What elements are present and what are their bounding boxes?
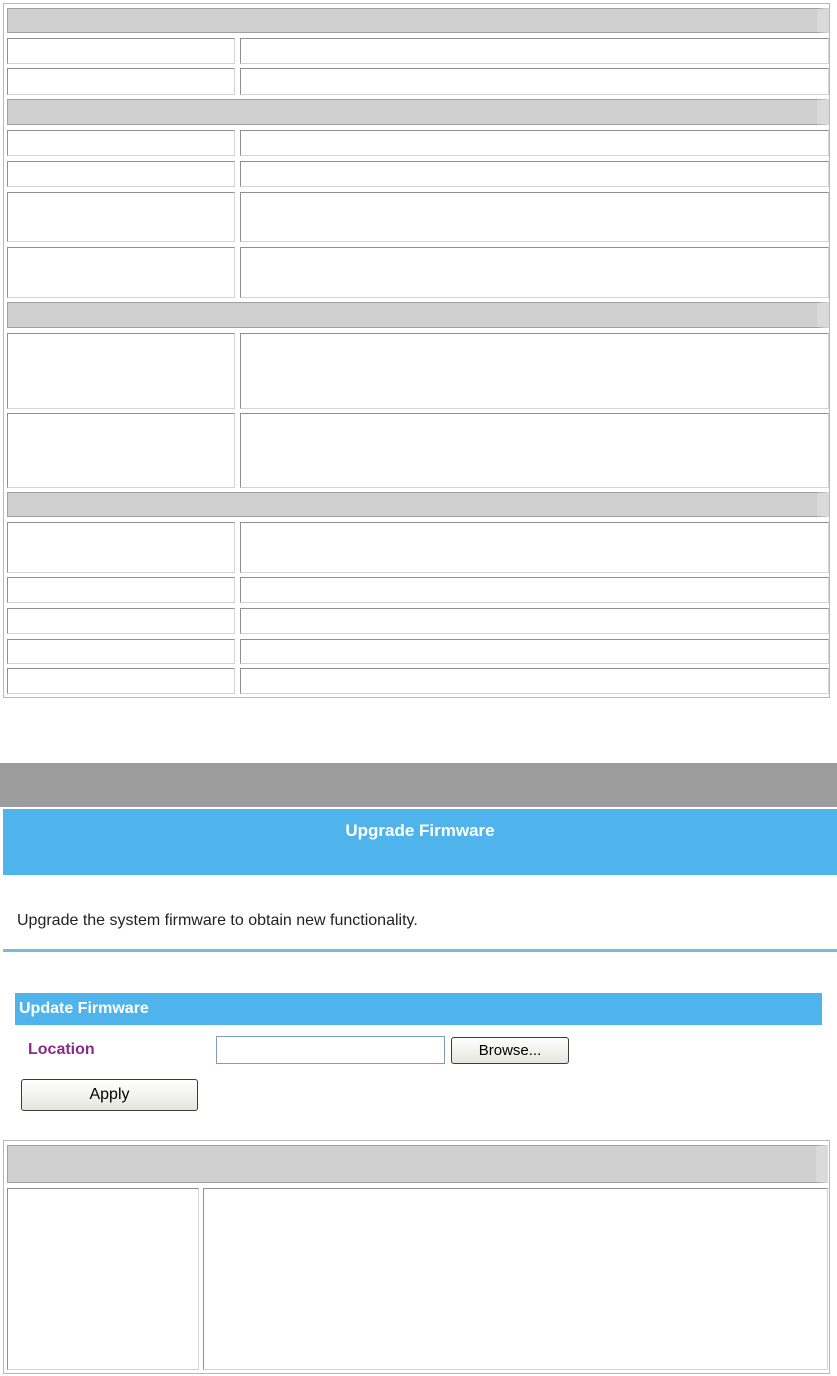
table-row: [7, 130, 829, 156]
table-cell-label: [7, 668, 235, 694]
table-row: [7, 522, 829, 573]
table-section-header: [7, 302, 829, 328]
table-cell-label: [7, 577, 235, 603]
table-row: [7, 608, 829, 634]
table-row: [7, 38, 829, 64]
table-row: [7, 577, 829, 603]
table-cell-value: [240, 639, 829, 664]
table-cell-value: [240, 247, 829, 298]
table-row: [7, 639, 829, 664]
table-cell-label: [7, 68, 235, 95]
table-cell-label: [7, 38, 235, 64]
location-label: Location: [28, 1041, 95, 1058]
divider: [3, 949, 837, 952]
table-cell-value: [240, 192, 829, 242]
table-row: [7, 192, 829, 242]
table-row: [7, 247, 829, 298]
table-cell-label: [7, 247, 235, 298]
section-divider-bar: [0, 763, 837, 807]
table-row: [7, 68, 829, 95]
table-section-header: [7, 99, 829, 125]
table-cell-value: [240, 413, 829, 488]
settings-table-bottom: [3, 1140, 830, 1374]
table-cell-value: [240, 522, 829, 573]
table-cell-value: [240, 668, 829, 694]
table-section-header: [7, 8, 829, 33]
table-section-header: [7, 492, 829, 517]
table-cell-value: [240, 38, 829, 64]
table-cell-label: [7, 192, 235, 242]
table-cell-label: [7, 1188, 199, 1370]
update-firmware-section-header: Update Firmware: [15, 993, 822, 1025]
table-cell-value: [240, 161, 829, 187]
table-cell-value: [240, 68, 829, 95]
table-row: [7, 668, 829, 694]
table-row: [7, 333, 829, 409]
page-description: Upgrade the system firmware to obtain new functionality.: [17, 912, 418, 929]
table-cell-label: [7, 413, 235, 488]
table-cell-value: [240, 608, 829, 634]
table-cell-label: [7, 522, 235, 573]
table-cell-label: [7, 639, 235, 664]
table-cell-label: [7, 333, 235, 409]
location-file-input[interactable]: [216, 1036, 445, 1064]
browse-button[interactable]: Browse...: [451, 1037, 569, 1064]
table-cell-value: [240, 333, 829, 409]
page-title: Upgrade Firmware: [3, 809, 837, 875]
table-cell-value: [240, 577, 829, 603]
table-row: [7, 413, 829, 488]
table-cell-value: [240, 130, 829, 156]
table-row: [7, 161, 829, 187]
table-cell-label: [7, 161, 235, 187]
settings-table-top: [3, 3, 830, 698]
table-cell-label: [7, 130, 235, 156]
table-cell-value: [203, 1188, 828, 1370]
apply-button[interactable]: Apply: [21, 1079, 198, 1111]
table-cell-label: [7, 608, 235, 634]
table-section-header: [7, 1145, 828, 1183]
